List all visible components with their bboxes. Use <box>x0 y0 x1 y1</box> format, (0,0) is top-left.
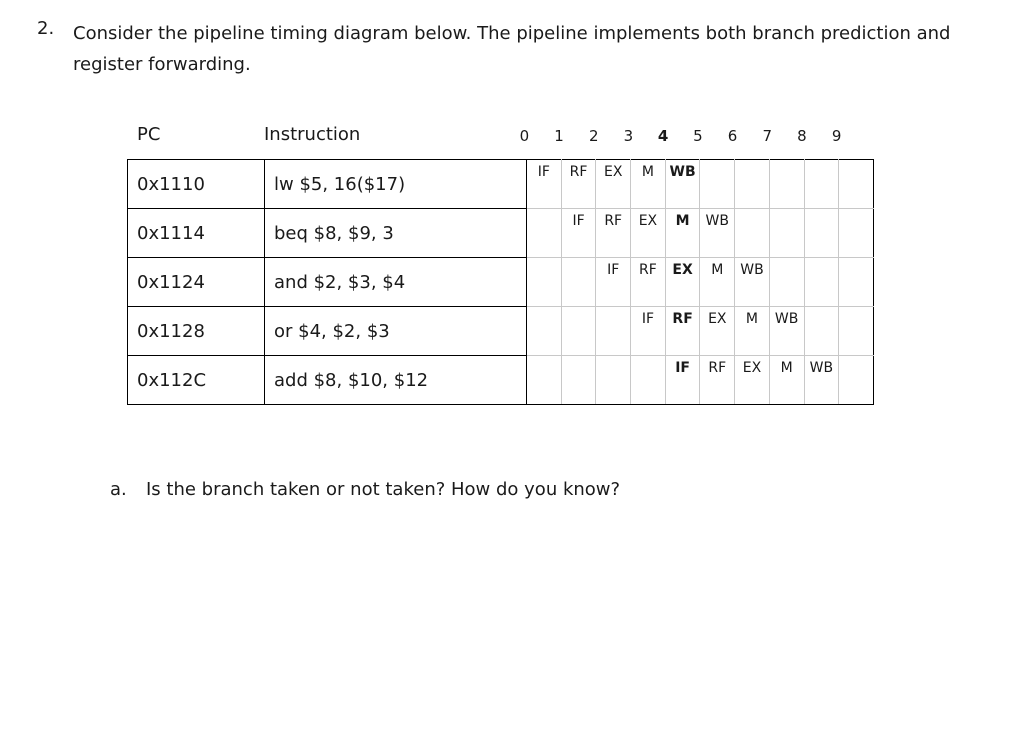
stage-label: WB <box>705 213 729 229</box>
pipeline-timing-table <box>127 159 874 405</box>
cycle-label: 7 <box>762 127 772 145</box>
stage-cell <box>596 356 631 405</box>
stage-cell <box>839 307 874 356</box>
stage-cell <box>769 209 804 258</box>
stage-label: M <box>641 164 654 180</box>
instruction-cell: beq $8, $9, 3 <box>265 209 527 258</box>
cycle-label: 0 <box>519 127 530 145</box>
cycle-label: 3 <box>623 127 634 145</box>
instruction-cell: and $2, $3, $4 <box>265 258 527 307</box>
cycle-label: 6 <box>727 127 738 145</box>
stage-cell <box>839 258 874 307</box>
table-row <box>128 258 874 307</box>
stage-cell <box>596 160 631 209</box>
stage-cell <box>804 160 839 209</box>
stage-label: RF <box>708 360 727 376</box>
pc-cell: 0x1128 <box>128 307 265 356</box>
stage-cell <box>561 209 596 258</box>
stage-cell <box>665 160 700 209</box>
stage-cell <box>527 258 562 307</box>
stage-label: RF <box>672 311 693 327</box>
stage-cell <box>839 160 874 209</box>
pc-header: PC <box>137 124 161 145</box>
stage-cell <box>700 356 735 405</box>
stage-cell <box>804 307 839 356</box>
stage-label: WB <box>669 164 696 180</box>
stage-label: WB <box>774 311 799 327</box>
stage-cell <box>596 258 631 307</box>
stage-cell <box>561 307 596 356</box>
stage-cell <box>527 209 562 258</box>
stage-label: IF <box>607 262 620 278</box>
stage-cell <box>631 258 666 307</box>
stage-cell <box>839 356 874 405</box>
stage-cell <box>665 258 700 307</box>
stage-label: RF <box>569 164 588 180</box>
pc-cell: 0x1110 <box>128 160 265 209</box>
cycle-label: 2 <box>588 127 599 145</box>
stage-label: M <box>745 311 759 327</box>
stage-cell <box>735 356 770 405</box>
stage-cell <box>804 258 839 307</box>
stage-cell <box>700 160 735 209</box>
instruction-cell: lw $5, 16($17) <box>265 160 527 209</box>
stage-cell <box>561 160 596 209</box>
stage-cell <box>631 160 666 209</box>
stage-cell <box>596 307 631 356</box>
stage-cell <box>735 258 770 307</box>
stage-cell <box>561 356 596 405</box>
stage-cell <box>769 160 804 209</box>
stage-cell <box>769 258 804 307</box>
pc-cell: 0x112C <box>128 356 265 405</box>
cycle-label: 4 <box>657 127 669 145</box>
question-number: 2. <box>37 18 55 39</box>
stage-label: IF <box>537 164 550 180</box>
stage-label: M <box>780 360 793 376</box>
cycle-label: 9 <box>831 127 842 145</box>
sub-question-letter: a. <box>110 479 127 500</box>
pc-cell: 0x1124 <box>128 258 265 307</box>
stage-cell <box>700 258 735 307</box>
stage-label: IF <box>641 311 654 327</box>
table-row <box>128 356 874 405</box>
question-text: Consider the pipeline timing diagram below. The pipeline implements both branch prediction and register forwarding. <box>73 23 951 75</box>
stage-cell <box>631 356 666 405</box>
table-row <box>128 160 874 209</box>
stage-cell <box>804 356 839 405</box>
cycle-header-row <box>507 127 854 147</box>
stage-cell <box>527 356 562 405</box>
stage-cell <box>700 307 735 356</box>
stage-cell <box>631 307 666 356</box>
stage-cell <box>561 258 596 307</box>
stage-cell <box>631 209 666 258</box>
instruction-cell: or $4, $2, $3 <box>265 307 527 356</box>
stage-cell <box>839 209 874 258</box>
stage-label: M <box>711 262 724 278</box>
stage-label: IF <box>675 360 690 376</box>
instruction-header: Instruction <box>264 124 361 145</box>
stage-cell <box>665 209 700 258</box>
stage-cell <box>735 160 770 209</box>
stage-label: EX <box>638 213 658 229</box>
pc-cell: 0x1114 <box>128 209 265 258</box>
stage-cell <box>735 307 770 356</box>
stage-label: WB <box>740 262 764 278</box>
stage-label: WB <box>809 360 834 376</box>
sub-question <box>110 479 620 500</box>
stage-cell <box>804 209 839 258</box>
cycle-label: 8 <box>797 127 807 145</box>
cycle-label: 1 <box>554 127 564 145</box>
stage-cell <box>665 356 700 405</box>
table-row <box>128 307 874 356</box>
stage-label: RF <box>639 262 657 278</box>
stage-cell <box>769 307 804 356</box>
stage-label: EX <box>604 164 623 180</box>
table-row <box>128 209 874 258</box>
stage-cell <box>596 209 631 258</box>
stage-cell <box>527 307 562 356</box>
instruction-cell: add $8, $10, $12 <box>265 356 527 405</box>
cycle-label: 5 <box>693 127 703 145</box>
sub-question-text: Is the branch taken or not taken? How do you know? <box>146 479 621 500</box>
stage-cell <box>769 356 804 405</box>
stage-cell <box>735 209 770 258</box>
stage-cell <box>527 160 562 209</box>
stage-cell <box>700 209 735 258</box>
stage-label: EX <box>708 311 727 327</box>
stage-label: EX <box>672 262 693 278</box>
stage-label: M <box>675 213 690 229</box>
stage-label: EX <box>742 360 762 376</box>
stage-label: RF <box>604 213 623 229</box>
stage-cell <box>665 307 700 356</box>
stage-label: IF <box>572 213 585 229</box>
